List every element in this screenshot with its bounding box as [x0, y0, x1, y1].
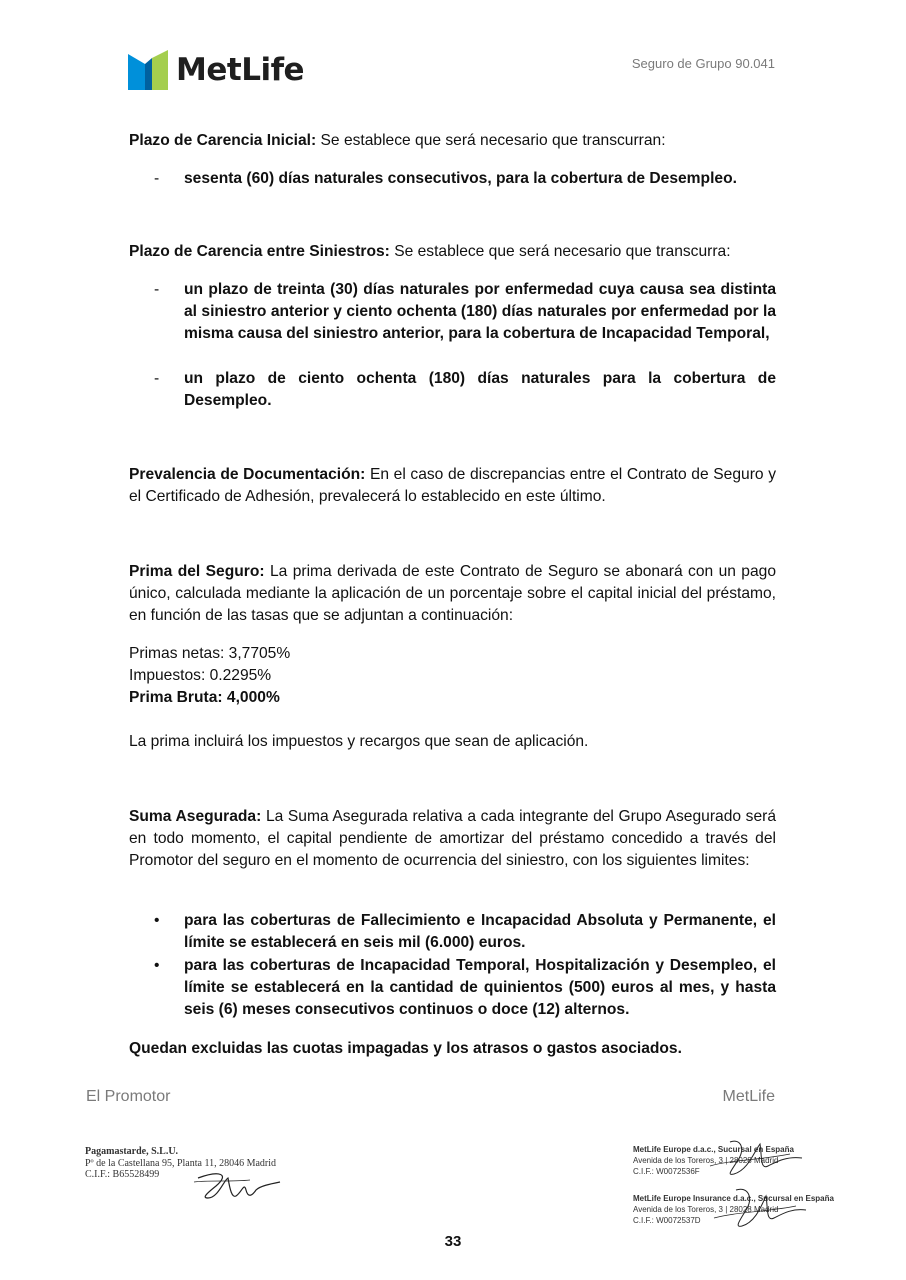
dash-marker: - — [154, 370, 160, 387]
exclusion-note: Quedan excluidas las cuotas impagadas y los atrasos o gastos asociados. — [129, 1040, 682, 1057]
prima-nota: La prima incluirá los impuestos y recargos que sean de aplicación. — [129, 733, 589, 750]
metlife-logo — [128, 50, 304, 90]
impuestos: Impuestos: 0.2295% — [129, 667, 272, 684]
stamp-address: Pº de la Castellana 95, Planta 11, 28046 Madrid — [85, 1157, 277, 1169]
list-item-text: un plazo de treinta (30) días naturales por enfermedad cuya causa sea distinta al siniestro anterior y ciento ochenta (180) días naturales por enfermedad por la misma causa del siniestro anterior, para la cobertura de Incapacidad Temporal, — [184, 281, 776, 342]
dash-marker: - — [154, 281, 160, 298]
list-item-text: para las coberturas de Fallecimiento e Incapacidad Absoluta y Permanente, el límite se establecerá en seis mil (6.000) euros. — [184, 912, 776, 951]
section-text: La Suma Asegurada relativa a cada integrante del Grupo Asegurado será en todo momento, el capital pendiente de amortizar del préstamo concedido a través del Promotor del seguro en el momento de ocurrencia del siniestro, con los siguientes limites: — [129, 808, 776, 869]
policy-reference: Seguro de Grupo 90.041 — [631, 56, 775, 71]
section-text: La prima derivada de este Contrato de Seguro se abonará con un pago único, calculada mediante la aplicación de un porcentaje sobre el capital inicial del préstamo, en función de las tasas que se adjuntan a continuación: — [129, 563, 776, 624]
promotor-signature — [190, 1168, 285, 1206]
section-label: Plazo de Carencia Inicial: — [129, 132, 317, 149]
prima-paragraph — [129, 561, 776, 627]
section-text: Se establece que será necesario que transcurra: — [389, 243, 731, 260]
stamp-company: MetLife Europe Insurance d.a.c., Sucursal en España — [633, 1194, 834, 1203]
section-label: Suma Asegurada: — [129, 808, 262, 825]
prima-bruta: Prima Bruta: 4,000% — [129, 689, 280, 706]
metlife-label: MetLife — [722, 1088, 775, 1105]
metlife-logo-icon — [128, 50, 168, 90]
suma-asegurada-paragraph — [129, 806, 776, 872]
section-label: Prevalencia de Documentación: — [129, 466, 366, 483]
list-item-text: para las coberturas de Incapacidad Temporal, Hospitalización y Desempleo, el límite se establecerá en la cantidad de quinientos (500) euros al mes, y hasta seis (6) meses consecutivos continuos o doce (12) alternos. — [184, 957, 776, 1018]
stamp-address: Avenida de los Toreros, 3 | 28028 Madrid — [633, 1205, 779, 1214]
stamp-cif: C.I.F.: W0072537D — [633, 1216, 701, 1225]
list-item — [129, 955, 776, 1021]
list-item — [129, 168, 776, 190]
stamp-address: Avenida de los Toreros, 3 | 28028 Madrid — [633, 1156, 779, 1165]
carencia-siniestros-paragraph — [129, 241, 776, 263]
stamp-company: MetLife Europe d.a.c., Sucursal en España — [633, 1145, 794, 1154]
list-item-text: un plazo de ciento ochenta (180) días naturales para la cobertura de Desempleo. — [184, 370, 776, 409]
list-item-text: sesenta (60) días naturales consecutivos, para la cobertura de Desempleo. — [184, 170, 737, 187]
brand-name: MetLife — [176, 52, 305, 88]
list-item — [129, 368, 776, 412]
stamp-company: Pagamastarde, S.L.U. — [85, 1146, 179, 1157]
primas-netas: Primas netas: 3,7705% — [129, 645, 291, 662]
bullet-marker: • — [154, 912, 160, 929]
list-item — [129, 910, 776, 954]
metlife-signature-2 — [700, 1186, 810, 1234]
promotor-label: El Promotor — [86, 1088, 171, 1105]
carencia-inicial-paragraph — [129, 130, 776, 152]
stamp-cif: C.I.F.: W0072536F — [633, 1167, 700, 1176]
section-text: En el caso de discrepancias entre el Contrato de Seguro y el Certificado de Adhesión, prevalecerá lo establecido en este último. — [129, 466, 776, 505]
stamp-cif: C.I.F.: B65528499 — [85, 1169, 160, 1180]
page-number: 33 — [444, 1233, 462, 1250]
prevalencia-paragraph — [129, 464, 776, 508]
metlife-signature-1 — [690, 1136, 810, 1184]
section-label: Plazo de Carencia entre Siniestros: — [129, 243, 390, 260]
dash-marker: - — [154, 170, 160, 187]
section-text: Se establece que será necesario que transcurran: — [316, 132, 666, 149]
bullet-marker: • — [154, 957, 160, 974]
section-label: Prima del Seguro: — [129, 563, 265, 580]
list-item — [129, 279, 776, 345]
